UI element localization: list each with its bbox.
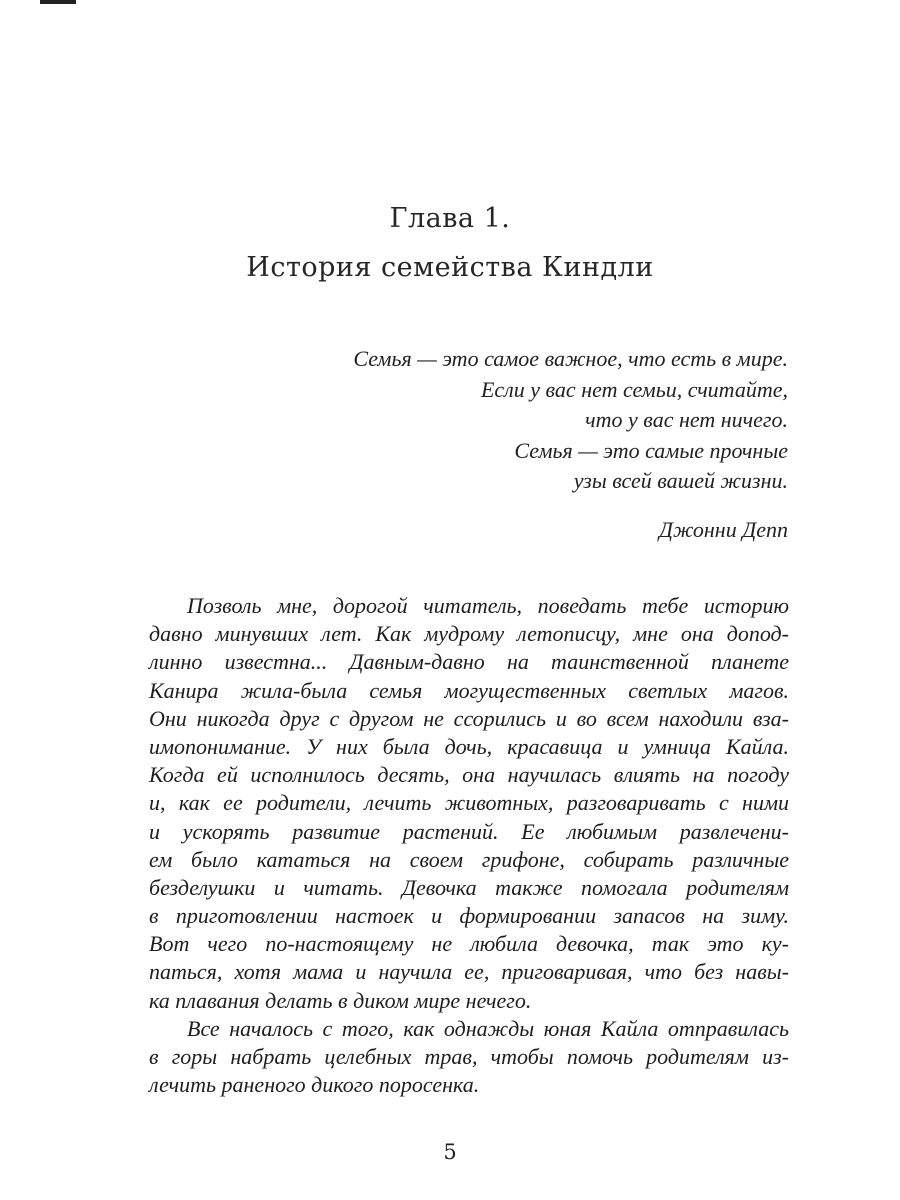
- epigraph-author: Джонни Депп: [658, 517, 788, 542]
- text-line: Канира жила-была семья могущественных светлых магов.: [149, 677, 789, 703]
- epigraph-line: Семья — это самые прочные: [514, 437, 788, 463]
- text-line: и, как ее родители, лечить животных, разговаривать с ними: [149, 790, 789, 816]
- epigraph: [268, 344, 788, 497]
- text-line: Все началось с того, как однажды юная Кайла отправилась: [187, 1015, 789, 1041]
- page-corner-mark: [40, 0, 76, 4]
- text-line: лечить раненого дикого поросенка.: [149, 1072, 480, 1098]
- text-line: в горы набрать целебных трав, чтобы помочь родителям из-: [149, 1044, 789, 1069]
- paragraph: [149, 592, 789, 1015]
- page-number: 5: [443, 1140, 457, 1164]
- body-text: [149, 592, 789, 1099]
- chapter-number: Глава 1.: [389, 203, 511, 234]
- text-line: безделушки и читать. Девочка также помогала родителям: [149, 874, 789, 900]
- text-line: паться, хотя мама и научила ее, приговаривая, что без навы-: [149, 959, 789, 985]
- text-line: давно минувших лет. Как мудрому летописцу, мне она допод-: [149, 621, 789, 647]
- paragraph: [149, 1015, 789, 1100]
- epigraph-line: Семья — это самое важное, что есть в мире.: [353, 346, 788, 371]
- text-line: ем было кататься на своем грифоне, собирать различные: [149, 846, 789, 872]
- text-line: Они никогда друг с другом не ссорились и во всем находили вза-: [149, 705, 789, 731]
- epigraph-line: что у вас нет ничего.: [585, 407, 788, 432]
- text-line: в приготовлении настоек и формировании запасов на зиму.: [149, 903, 789, 929]
- epigraph-line: Если у вас нет семьи, считайте,: [480, 376, 788, 402]
- text-line: Вот чего по-настоящему не любила девочка, так это ку-: [149, 931, 789, 957]
- text-line: ка плавания делать в диком мире нечего.: [149, 987, 532, 1013]
- text-line: Когда ей исполнилось десять, она научилась влиять на погоду: [149, 762, 789, 788]
- text-line: Позволь мне, дорогой читатель, поведать тебе историю: [187, 593, 789, 618]
- text-line: и ускорять развитие растений. Ее любимым развлечени-: [149, 818, 789, 844]
- text-line: имопонимание. У них была дочь, красавица и умница Кайла.: [149, 733, 789, 759]
- chapter-title: История семейства Киндли: [246, 252, 654, 283]
- epigraph-line: узы всей вашей жизни.: [573, 468, 788, 493]
- text-line: линно известна... Давным-давно на таинственной планете: [149, 649, 789, 675]
